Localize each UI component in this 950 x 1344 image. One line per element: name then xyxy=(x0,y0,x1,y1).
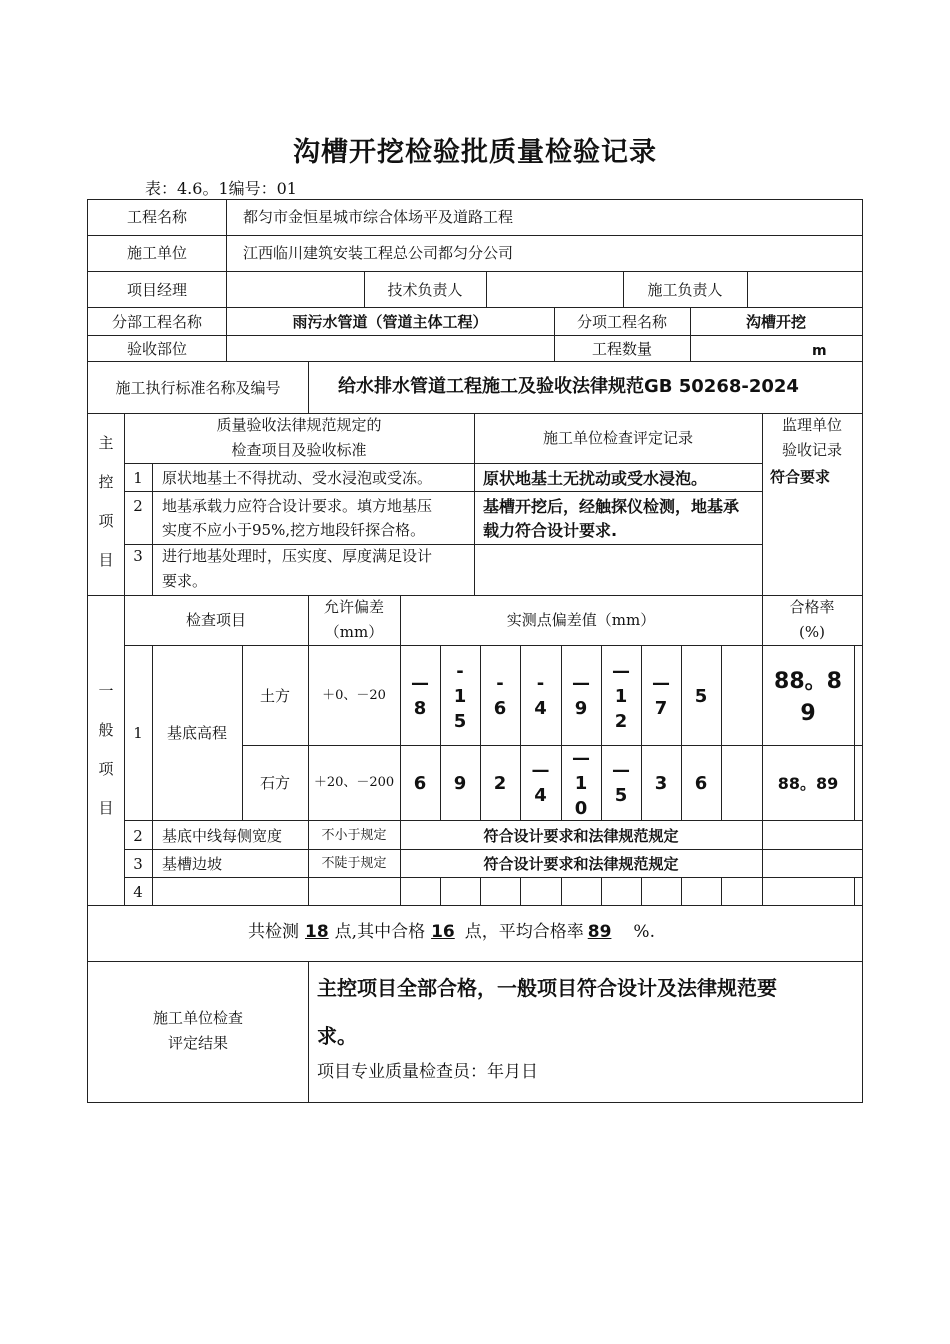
measurement-cell: 5 xyxy=(694,685,708,707)
general-item-name: 基槽边坡 xyxy=(162,855,223,873)
subdivision-name-label: 分部工程名称 xyxy=(111,313,202,331)
main-item-record: 基槽开挖后，经触探仪检测，地基承 xyxy=(483,497,740,516)
sub-item-name-label: 分项工程名称 xyxy=(576,313,667,331)
general-item-no: 2 xyxy=(133,827,143,845)
standard-label: 施工执行标准名称及编号 xyxy=(115,379,281,397)
subdivision-name-value: 雨污水管道（管道主体工程） xyxy=(292,313,488,331)
result-label-1: 施工单位检查 xyxy=(152,1009,243,1027)
grid-line xyxy=(87,1102,863,1103)
grid-line xyxy=(762,877,763,905)
general-item-tolerance: 不小于规定 xyxy=(321,828,387,843)
measurement-cell: -4 xyxy=(534,673,547,719)
passed-points: 16 xyxy=(431,922,455,942)
measurement-cell: —9 xyxy=(572,673,590,719)
grid-line xyxy=(520,877,521,905)
standard-value: 给水排水管道工程施工及验收法律规范GB 50268-2024 xyxy=(338,376,799,397)
pass-rate-heading-2: (%) xyxy=(799,623,825,641)
grid-line xyxy=(854,877,855,905)
grid-line xyxy=(226,199,227,361)
grid-line xyxy=(242,745,863,746)
main-item-text: 要求。 xyxy=(162,572,208,590)
grid-line xyxy=(87,307,863,308)
result-label-2: 评定结果 xyxy=(167,1034,228,1052)
grid-line xyxy=(87,335,863,336)
general-item-name: 基底中线每侧宽度 xyxy=(162,827,283,845)
result-text-1: 主控项目全部合格，一般项目符合设计及法律规范要 xyxy=(317,976,777,1000)
soil-label: 土方 xyxy=(259,687,290,705)
main-item-record: 载力符合设计要求. xyxy=(483,521,618,540)
quantity-label: 工程数量 xyxy=(591,340,652,358)
grid-line xyxy=(87,361,863,362)
measurement-cell: -15 xyxy=(453,660,467,732)
measurement-cell: —4 xyxy=(531,760,550,806)
grid-line xyxy=(561,877,562,905)
grid-line xyxy=(721,645,722,820)
sub-item-name-value: 沟槽开挖 xyxy=(745,313,806,331)
form-number: 表：4.6。1编号：01 xyxy=(145,179,297,198)
main-item-record: 原状地基土无扰动或受水浸泡。 xyxy=(483,469,708,488)
main-item-no: 1 xyxy=(133,469,143,487)
grid-line xyxy=(308,961,309,1102)
grid-line xyxy=(124,491,762,492)
grid-line xyxy=(124,820,863,821)
grid-line xyxy=(440,877,441,905)
soil-pass-rate: 88。89 xyxy=(774,668,842,726)
general-item-result: 符合设计要求和法律规范规定 xyxy=(483,855,679,873)
measurement-cell: 6 xyxy=(413,772,427,794)
grid-line xyxy=(87,595,863,596)
supervisor-heading-2: 验收记录 xyxy=(781,441,842,459)
grid-line xyxy=(862,645,863,905)
project-name-value: 都匀市金恒星城市综合体场平及道路工程 xyxy=(243,208,514,226)
grid-line xyxy=(124,645,863,646)
measured-dev-heading: 实测点偏差值（mm） xyxy=(506,611,656,629)
measurement-cell: 3 xyxy=(654,772,668,794)
general-item-no: 4 xyxy=(133,883,143,901)
grid-line xyxy=(308,361,309,413)
grid-line xyxy=(152,463,153,595)
construction-unit-value: 江西临川建筑安装工程总公司都匀分公司 xyxy=(243,244,514,262)
grid-line xyxy=(124,463,490,464)
main-item-text: 进行地基处理时，压实度、厚度满足设计 xyxy=(162,547,433,565)
allowed-dev-heading-1: 允许偏差 xyxy=(323,598,384,616)
grid-line xyxy=(87,905,863,906)
project-name-label: 工程名称 xyxy=(126,208,187,226)
general-item-no: 3 xyxy=(133,855,143,873)
grid-line xyxy=(480,877,481,905)
general-item-name: 基底高程 xyxy=(166,724,227,742)
average-pass-rate: 89 xyxy=(587,922,612,942)
measurement-cell: —8 xyxy=(411,673,429,719)
unit-check-heading: 施工单位检查评定记录 xyxy=(542,429,693,447)
measurement-cell: 2 xyxy=(493,772,507,794)
result-text-2: 求。 xyxy=(317,1024,357,1048)
quantity-unit: m xyxy=(812,343,827,359)
measurement-cell: —7 xyxy=(652,673,670,719)
pass-rate-heading-1: 合格率 xyxy=(789,598,835,616)
main-item-no: 3 xyxy=(133,547,143,565)
criteria-heading-2: 检查项目及验收标准 xyxy=(231,441,367,459)
measurement-cell: -6 xyxy=(493,673,507,719)
grid-line xyxy=(87,199,863,200)
rock-tolerance: ＋20、－200 xyxy=(313,775,395,790)
supervisor-heading-1: 监理单位 xyxy=(781,416,842,434)
construction-unit-label: 施工单位 xyxy=(126,244,187,262)
tech-lead-label: 技术负责人 xyxy=(387,281,463,299)
grid-line xyxy=(641,877,642,905)
criteria-heading-1: 质量验收法律规范规定的 xyxy=(216,416,382,434)
measurement-cell: —10 xyxy=(572,747,590,819)
grid-line xyxy=(681,877,682,905)
grid-line xyxy=(152,820,153,905)
project-manager-label: 项目经理 xyxy=(126,281,187,299)
grid-line xyxy=(601,877,602,905)
check-item-heading: 检查项目 xyxy=(185,611,246,629)
grid-line xyxy=(87,235,863,236)
measurement-cell: 6 xyxy=(694,772,708,794)
grid-line xyxy=(721,877,722,905)
grid-line xyxy=(124,877,863,878)
main-item-text: 实度不应小于95%,挖方地段钎探合格。 xyxy=(162,521,426,539)
allowed-dev-heading-2: （mm） xyxy=(324,623,384,641)
construction-lead-label: 施工负责人 xyxy=(647,281,723,299)
main-item-no: 2 xyxy=(133,497,143,515)
main-items-heading: 主控项目 xyxy=(98,434,114,569)
general-item-tolerance: 不陡于规定 xyxy=(321,856,387,871)
page-title: 沟槽开挖检验批质量检验记录 xyxy=(293,137,657,168)
main-item-text: 地基承载力应符合设计要求。填方地基压 xyxy=(162,497,433,515)
measurement-cell: —5 xyxy=(612,760,630,806)
grid-line xyxy=(486,271,487,307)
rock-pass-rate: 88。89 xyxy=(777,773,839,793)
acceptance-part-label: 验收部位 xyxy=(126,340,187,358)
general-item-no: 1 xyxy=(133,724,143,742)
measurement-cell: 9 xyxy=(453,772,467,794)
soil-tolerance: ＋0、－20 xyxy=(322,688,386,703)
main-item-text: 原状地基土不得扰动、受水浸泡或受冻。 xyxy=(162,469,433,487)
grid-line xyxy=(747,271,748,307)
measurement-cell: —12 xyxy=(612,660,630,732)
grid-line xyxy=(762,820,763,877)
grid-line xyxy=(124,849,863,850)
general-items-heading: 一般项目 xyxy=(98,682,114,817)
grid-line xyxy=(87,961,863,962)
main-item-supervisor: 符合要求 xyxy=(770,468,831,486)
inspector-line: 项目专业质量检查员：年月日 xyxy=(317,1062,538,1082)
general-item-result: 符合设计要求和法律规范规定 xyxy=(483,827,679,845)
grid-line xyxy=(854,645,855,820)
summary-line: 共检测 18 点,其中合格 16 点，平均合格率 89 %. xyxy=(248,922,655,942)
total-points: 18 xyxy=(305,922,329,942)
rock-label: 石方 xyxy=(259,774,290,792)
